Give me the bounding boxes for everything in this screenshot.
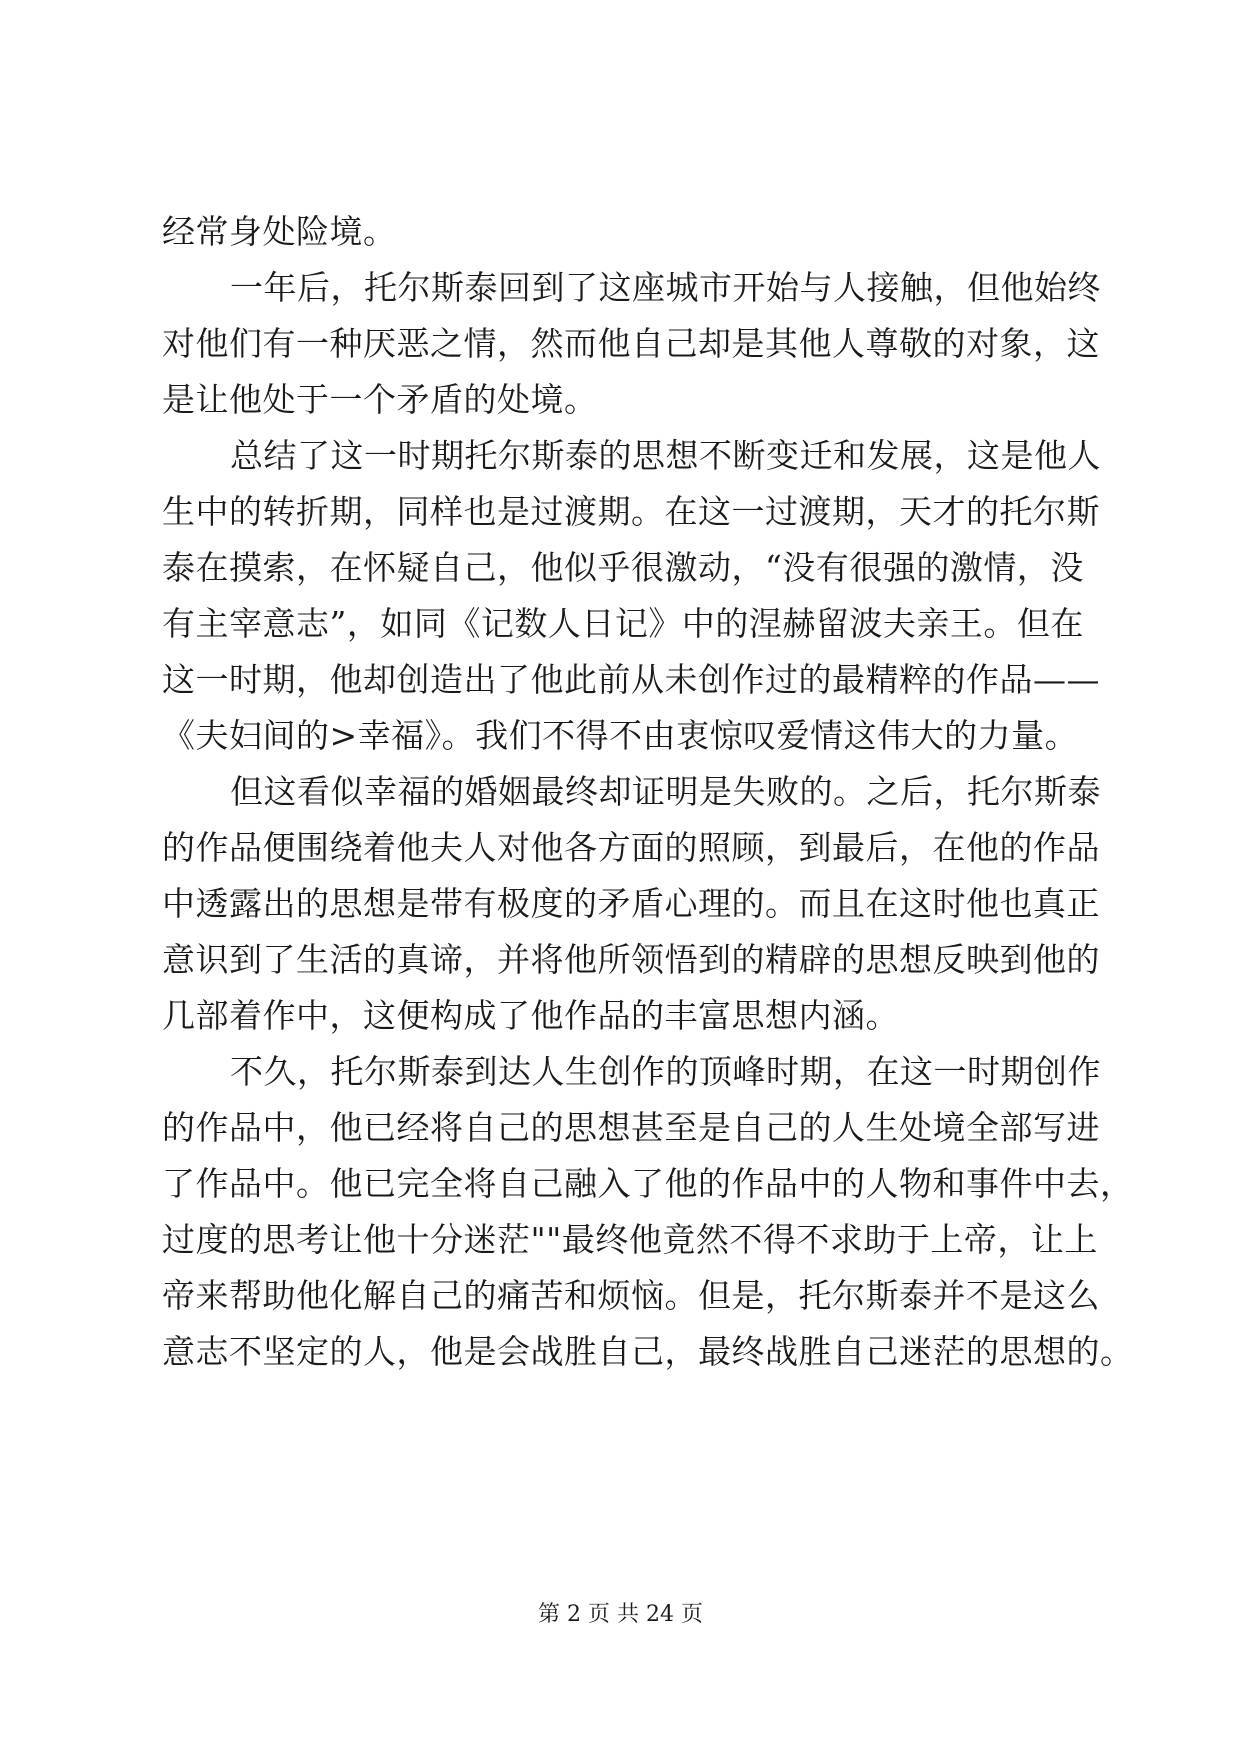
text-line: 几部着作中，这便构成了他作品的丰富思想内涵。 bbox=[162, 996, 899, 1035]
text-line: 不久，托尔斯泰到达人生创作的顶峰时期，在这一时期创作 bbox=[230, 1052, 1101, 1091]
text-line: 总结了这一时期托尔斯泰的思想不断变迁和发展，这是他人 bbox=[230, 436, 1101, 475]
text-line: 对他们有一种厌恶之情，然而他自己却是其他人尊敬的对象，这 bbox=[162, 324, 1100, 363]
text-line: 是让他处于一个矛盾的处境。 bbox=[162, 380, 598, 419]
text-line: 但这看似幸福的婚姻最终却证明是失败的。之后，托尔斯泰 bbox=[230, 772, 1101, 811]
text-line: 一年后，托尔斯泰回到了这座城市开始与人接触，但他始终 bbox=[230, 268, 1101, 307]
page-number-footer: 第 2 页 共 24 页 bbox=[538, 1602, 703, 1627]
text-line: 泰在摸索，在怀疑自己，他似乎很激动，“没有很强的激情，没 bbox=[162, 548, 1084, 587]
text-line: 了作品中。他已完全将自己融入了他的作品中的人物和事件中去， bbox=[162, 1164, 1134, 1203]
text-line: 这一时期，他却创造出了他此前从未创作过的最精粹的作品—— bbox=[162, 660, 1100, 699]
text-line: 中透露出的思想是带有极度的矛盾心理的。而且在这时他也真正 bbox=[162, 884, 1100, 923]
text-line: 过度的思考让他十分迷茫""最终他竟然不得不求助于上帝，让上 bbox=[162, 1220, 1098, 1259]
text-line: 的作品中，他已经将自己的思想甚至是自己的人生处境全部写进 bbox=[162, 1108, 1100, 1147]
text-line: 生中的转折期，同样也是过渡期。在这一过渡期，天才的托尔斯 bbox=[162, 492, 1100, 531]
text-line: 《夫妇间的>幸福》。我们不得不由衷惊叹爱情这伟大的力量。 bbox=[162, 716, 1079, 755]
text-line: 有主宰意志”，如同《记数人日记》中的涅赫留波夫亲王。但在 bbox=[162, 604, 1084, 643]
text-line: 意志不坚定的人，他是会战胜自己，最终战胜自己迷茫的思想的。 bbox=[162, 1332, 1134, 1371]
text-line: 意识到了生活的真谛，并将他所领悟到的精辟的思想反映到他的 bbox=[162, 940, 1100, 979]
text-line: 经常身处险境。 bbox=[162, 212, 397, 251]
text-line: 的作品便围绕着他夫人对他各方面的照顾，到最后，在他的作品 bbox=[162, 828, 1100, 867]
text-line: 帝来帮助他化解自己的痛苦和烦恼。但是，托尔斯泰并不是这么 bbox=[162, 1276, 1100, 1315]
